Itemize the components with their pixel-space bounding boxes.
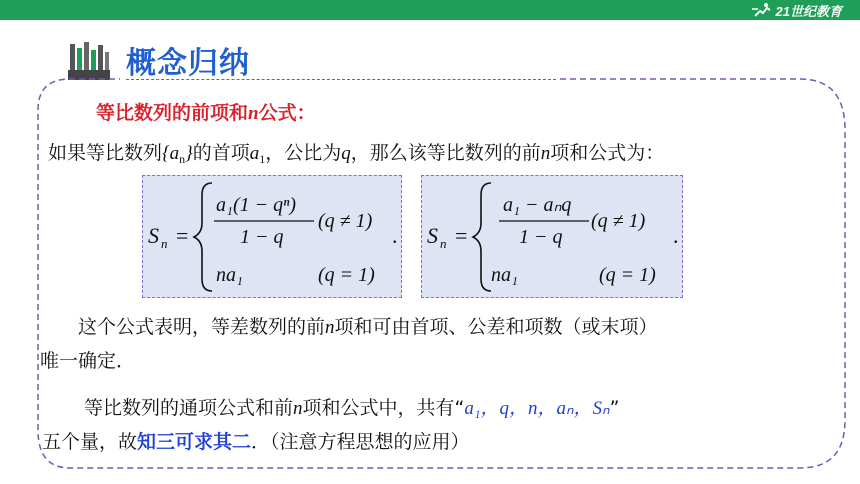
formula2-lhs: S xyxy=(427,223,438,248)
para2-line2: 五个量，故知三可求其二．（注意方程思想的应用） xyxy=(42,431,470,453)
para1-n-var: n xyxy=(325,317,335,338)
formula2-cond1: (q ≠ 1) xyxy=(591,210,646,232)
formula1-end: . xyxy=(392,223,398,248)
formula2-num: a₁ − aₙq xyxy=(503,194,572,216)
formula-1 xyxy=(142,175,400,296)
subheading-var: n xyxy=(248,103,259,124)
formula2-lhs-sub: n xyxy=(440,236,447,251)
quantity-list: a₁，q，n，aₙ，Sₙ xyxy=(464,398,610,419)
formula2-end: . xyxy=(673,223,679,248)
subheading-prefix: 等比数列的前项和 xyxy=(96,102,249,124)
formula2-cond2: (q = 1) xyxy=(599,264,656,286)
intro-text-2: 的首项 xyxy=(192,142,250,164)
formula1-cond1: (q ≠ 1) xyxy=(318,210,373,232)
section-title: 概念归纳 xyxy=(126,46,250,81)
formula1-case2: na₁ xyxy=(216,264,243,286)
intro-text-5: 项和公式为： xyxy=(550,142,665,164)
formula1-lhs-sub: n xyxy=(161,236,168,251)
formula1-den: 1 − q xyxy=(240,226,284,248)
subheading-suffix: 公式： xyxy=(258,102,316,124)
intro-text-1: 如果等比数列 xyxy=(48,142,163,164)
formula-subheading xyxy=(96,98,316,125)
n-var: n xyxy=(540,143,551,164)
para2-n-var: n xyxy=(293,398,303,419)
para1-line1: 这个公式表明，等差数列的前n项和可由首项、公差和项数（或末项） xyxy=(78,316,658,338)
formula-2 xyxy=(421,175,681,296)
runner-icon xyxy=(751,2,773,18)
intro-text-3: ，公比为 xyxy=(265,142,342,164)
formula2-eq: = xyxy=(455,223,468,248)
formula1-num: a₁(1 − qⁿ) xyxy=(216,194,297,216)
intro-line xyxy=(48,138,664,167)
top-bar xyxy=(0,0,860,20)
formula2-brace xyxy=(473,183,491,291)
title-underline xyxy=(126,79,556,80)
formula1-eq: = xyxy=(176,223,189,248)
intro-text-4: ，那么该等比数列的前 xyxy=(350,142,541,164)
para1-line2: 唯一确定． xyxy=(40,350,136,372)
ratio-var: q xyxy=(341,143,351,164)
first-term: $a_1$ xyxy=(249,143,266,166)
emphasis-phrase: 知三可求其二 xyxy=(137,431,252,453)
brand-logo xyxy=(751,2,842,18)
formula1-brace xyxy=(194,183,212,291)
formula1-cond2: (q = 1) xyxy=(318,264,375,286)
book-shelf-icon xyxy=(66,40,112,82)
formula2-den: 1 − q xyxy=(519,226,563,248)
sequence-notation: $\{a_n\}$ xyxy=(162,143,193,166)
formula2-case2: na₁ xyxy=(491,264,518,286)
para2-line1: 等比数列的通项公式和前n项和公式中，共有“a₁，q，n，aₙ，Sₙ” xyxy=(84,397,620,419)
formula1-lhs: S xyxy=(148,223,159,248)
logo-text: 21世纪教育 xyxy=(775,3,842,19)
